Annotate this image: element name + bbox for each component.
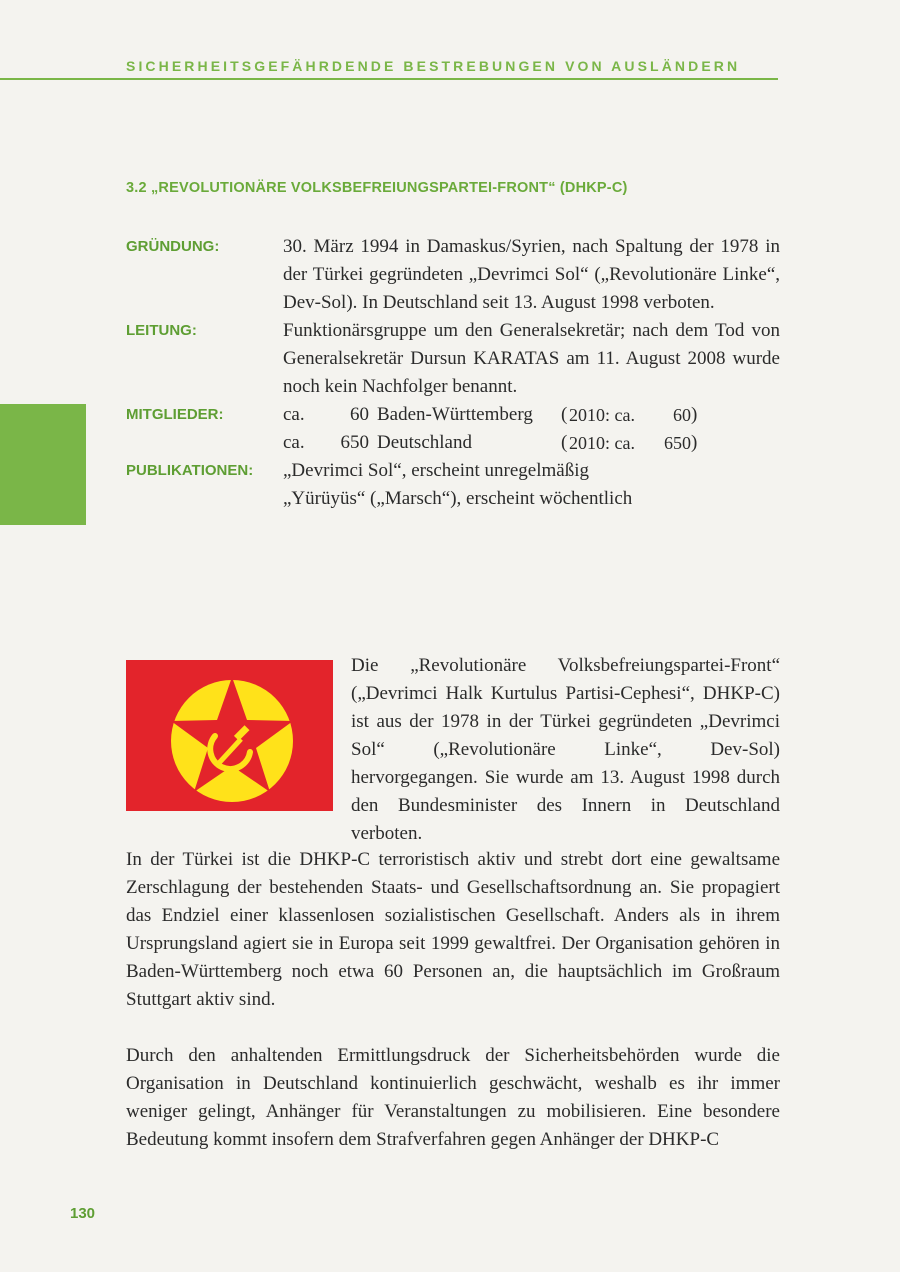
members-prev-label: 2010: ca. (569, 405, 635, 425)
members-region: Baden-Württemberg (377, 404, 533, 425)
dhkp-c-flag-image (126, 660, 333, 811)
publication-item: „Yürüyüs“ („Marsch“), erscheint wöchentlich (283, 488, 633, 509)
running-head: SICHERHEITSGEFÄHRDENDE BESTREBUNGEN VON AUSLÄNDERN (126, 58, 741, 74)
fact-gruendung (126, 233, 780, 317)
members-row (283, 429, 780, 457)
body-paragraph: In der Türkei ist die DHKP-C terroristisch aktiv und strebt dort eine gewaltsame Zerschlagung der bestehenden Staats- und Gesellschaftsordnung an. Sie propagiert das Endziel einer klassenlosen sozialistischen Gesellschaft. Anders als in ihrem Ursprungsland agiert sie in Europa seit 1999 gewaltfrei. Der Organisation gehören in Baden-Württemberg noch etwa 60 Personen an, die hauptsächlich im Großraum Stuttgart aktiv sind. (126, 849, 780, 1010)
members-row (283, 401, 780, 429)
publications-list (283, 457, 780, 513)
members-approx: ca. (283, 432, 305, 453)
section-title: 3.2 „REVOLUTIONÄRE VOLKSBEFREIUNGSPARTEI-FRONT“ (DHKP-C) (126, 180, 628, 196)
fact-label: MITGLIEDER: (126, 406, 224, 423)
fact-label: GRÜNDUNG: (126, 238, 220, 255)
chapter-side-tab (0, 404, 86, 525)
paren-close: ) (691, 432, 698, 453)
fact-publikationen (126, 457, 780, 513)
fact-label: PUBLIKATIONEN: (126, 462, 254, 479)
paren-open: ( (561, 404, 568, 425)
flag-caption: Die „Revolutionäre Volksbefreiungspartei-Front“ („Devrimci Halk Kurtulus Partisi-Cephesi“, DHKP-C) ist aus der 1978 in der Türkei gegründeten „Devrimci Sol“ („Revolutionäre Linke“, Dev-Sol) hervorgegangen. Sie wurde am 13. August 1998 durch den Bundesminister des Innern in Deutschland verboten. (351, 655, 780, 844)
fact-leitung (126, 317, 780, 401)
members-prev-count: 650 (664, 433, 691, 453)
fact-label: LEITUNG: (126, 322, 197, 339)
members-table (283, 401, 780, 457)
fact-text: Funktionärsgruppe um den Generalsekretär; nach dem Tod von Generalsekretär Dursun KARATAS am 11. August 2008 wurde noch kein Nachfolger benannt. (283, 320, 780, 397)
header-rule (0, 78, 778, 80)
members-region: Deutschland (377, 432, 472, 453)
members-count: 650 (340, 432, 369, 453)
members-approx: ca. (283, 404, 305, 425)
members-prev-label: 2010: ca. (569, 433, 635, 453)
paren-open: ( (561, 432, 568, 453)
page-number: 130 (70, 1205, 96, 1222)
members-count: 60 (350, 404, 369, 425)
paren-close: ) (691, 404, 698, 425)
fact-mitglieder (126, 401, 780, 457)
members-prev-count: 60 (673, 405, 691, 425)
fact-text: 30. März 1994 in Damaskus/Syrien, nach Spaltung der 1978 in der Türkei gegründeten „Devrimci Sol“ („Revolutionäre Linke“, Dev-Sol). In Deutschland seit 13. August 1998 verboten. (283, 236, 780, 313)
body-paragraph: Durch den anhaltenden Ermittlungsdruck der Sicherheitsbehörden wurde die Organisation in Deutschland kontinuierlich geschwächt, weshalb es ihr immer weniger gelingt, Anhänger für Veranstaltungen zu mobilisieren. Eine besondere Bedeutung kommt insofern dem Strafverfahren gegen Anhänger der DHKP-C (126, 1045, 780, 1150)
fact-sheet (126, 233, 780, 513)
publication-item: „Devrimci Sol“, erscheint unregelmäßig (283, 460, 590, 481)
